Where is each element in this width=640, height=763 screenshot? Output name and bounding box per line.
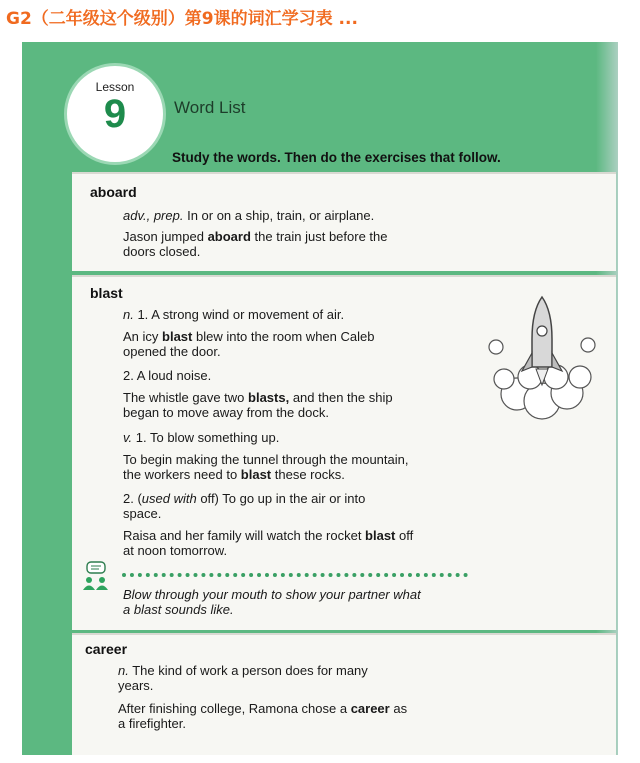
entry-example [123,229,388,244]
entry-example-cont: doors closed. [123,244,201,259]
example-text: Jason jumped [123,229,208,244]
example-text: The whistle gave two [123,390,249,405]
entry-example: To begin making the tunnel through the mountain, [123,452,409,467]
word-list-title: Word List [174,98,246,117]
entry-career [72,633,616,755]
entry-word: blast [90,285,123,301]
workbook-page [22,42,618,755]
example-bold-word: blast [240,467,272,482]
definition-text: In or on a ship, train, or airplane. [183,208,375,223]
example-text: After finishing college, Ramona chose a [118,701,351,716]
example-bold-word: aboard [207,229,251,244]
example-text: Raisa and her family will watch the rocket [123,528,366,543]
entry-word: career [85,641,128,657]
example-text: these rocks. [271,467,345,482]
entry-example-cont: opened the door. [123,344,221,359]
part-of-speech: n. [118,663,129,678]
part-of-speech: v. [123,430,133,445]
activity-text: Blow through your mouth to show your partner what [123,587,421,602]
lesson-number: 9 [103,92,127,136]
example-text: An icy [123,329,163,344]
example-bold-word: blast [365,528,396,543]
entry-definition [118,663,368,678]
definition-text: off) To go up in the air or into [196,491,366,506]
part-of-speech: n. [123,307,134,322]
entry-example-cont [123,467,345,482]
example-text: off [395,528,414,543]
entry-definition-cont: space. [123,506,162,521]
example-text: blew into the room when Caleb [192,329,375,344]
part-of-speech: adv., prep. [123,208,184,223]
example-text: the train just before the [250,229,388,244]
lesson-badge [67,66,163,162]
entry-example-cont: at noon tomorrow. [123,543,228,558]
definition-text: 1. A strong wind or movement of air. [133,307,345,322]
example-bold-word: career [350,701,390,716]
instructions: Study the words. Then do the exercises that follow. [172,150,501,165]
example-bold-word: blasts, [248,390,290,405]
entry-example [123,528,413,543]
example-text: the workers need to [123,467,241,482]
partner-talk-icon [80,561,114,596]
lesson-label: Lesson [95,80,135,94]
entry-definition [123,430,279,445]
page-caption: G2（二年级这个级别）第9课的词汇学习表 ... [6,9,358,29]
example-text: and then the ship [289,390,393,405]
entry-aboard [72,172,616,271]
example-text: as [389,701,408,716]
definition-text: 1. To blow something up. [132,430,280,445]
entry-word: aboard [90,184,137,200]
entry-example [123,329,374,344]
entry-definition [123,307,344,322]
entry-definition [123,208,374,223]
definition-usage-note: used with [141,491,197,506]
entry-blast [72,275,616,630]
entry-example-cont: began to move away from the dock. [123,405,329,420]
definition-text: 2. ( [123,491,142,506]
entry-example [118,701,407,716]
entry-definition [123,491,365,506]
activity-text-cont: a blast sounds like. [123,602,234,617]
entry-definition-cont: years. [118,678,154,693]
activity-divider [122,573,468,577]
entry-example [123,390,393,405]
rocket-launch-icon [482,289,602,434]
entry-definition: 2. A loud noise. [123,368,212,383]
entry-example-cont: a firefighter. [118,716,186,731]
example-bold-word: blast [162,329,193,344]
definition-text: The kind of work a person does for many [128,663,368,678]
